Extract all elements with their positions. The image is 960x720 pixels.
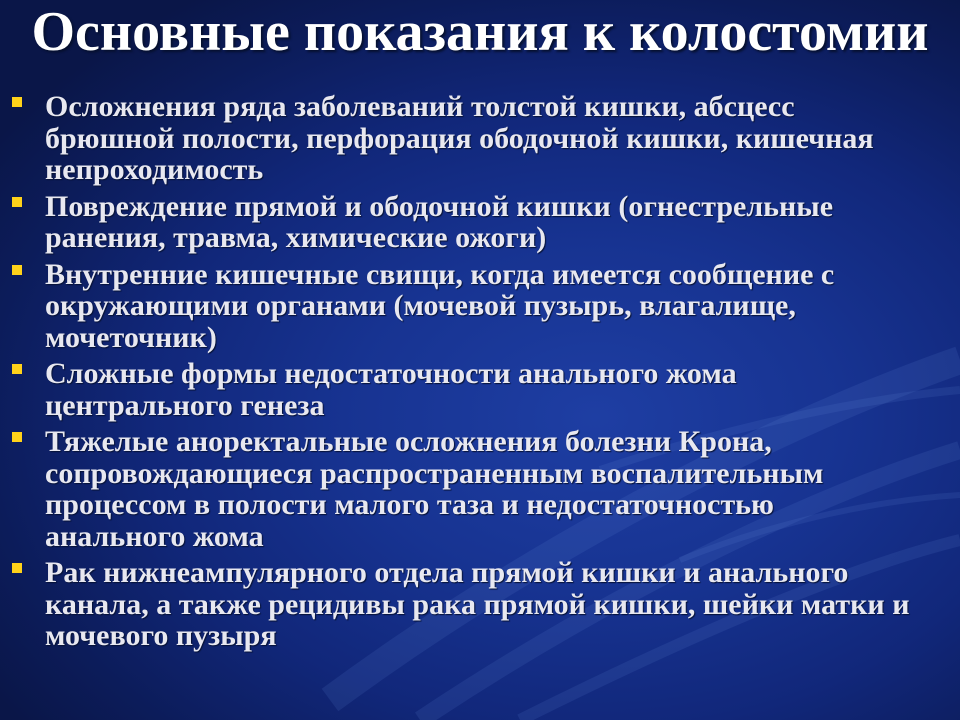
list-item-line: брюшной полости, перфорация ободочной кишки, кишечная xyxy=(45,121,874,155)
square-bullet-icon xyxy=(12,364,22,374)
list-item-line: канала, а также рецидивы рака прямой кишки, шейки матки и xyxy=(45,587,910,621)
list-item-line: Рак нижнеампулярного отдела прямой кишки и анального xyxy=(45,556,849,589)
square-bullet-icon xyxy=(12,563,22,573)
list-item-line: Внутренние кишечные свищи, когда имеется сообщение с xyxy=(45,257,835,291)
list-item-line: Сложные формы недостаточности анального жома xyxy=(45,357,737,390)
list-item-line: Повреждение прямой и ободочной кишки (огнестрельные xyxy=(45,189,834,223)
list-item xyxy=(0,557,960,652)
square-bullet-icon xyxy=(12,265,22,275)
list-item-line: сопровождающиеся распространенным воспалительным xyxy=(45,456,824,490)
list-item-line: процессом в полости малого таза и недостаточностью xyxy=(45,488,774,521)
list-item-line: ранения, травма, химические ожоги) xyxy=(45,221,547,254)
list-item-line: Осложнения ряда заболеваний толстой кишки, абсцесс xyxy=(45,90,795,123)
list-item-line: Тяжелые аноректальные осложнения болезни Крона, xyxy=(45,425,772,458)
square-bullet-icon xyxy=(12,197,22,207)
square-bullet-icon xyxy=(12,97,22,107)
list-item-line: непроходимость xyxy=(45,153,264,186)
list-item-line: окружающими органами (мочевой пузырь, влагалище, xyxy=(45,289,796,322)
list-item xyxy=(0,191,960,254)
list-item-line: мочеточник) xyxy=(45,320,217,354)
list-item-line: мочевого пузыря xyxy=(45,619,277,652)
list-item xyxy=(0,259,960,354)
slide-title: Основные показания к колостомии xyxy=(31,1,929,63)
square-bullet-icon xyxy=(12,432,22,442)
indications-list xyxy=(0,91,960,657)
list-item xyxy=(0,91,960,186)
list-item xyxy=(0,426,960,552)
list-item xyxy=(0,358,960,421)
list-item-line: анального жома xyxy=(45,519,264,553)
list-item-line: центрального генеза xyxy=(45,388,325,422)
